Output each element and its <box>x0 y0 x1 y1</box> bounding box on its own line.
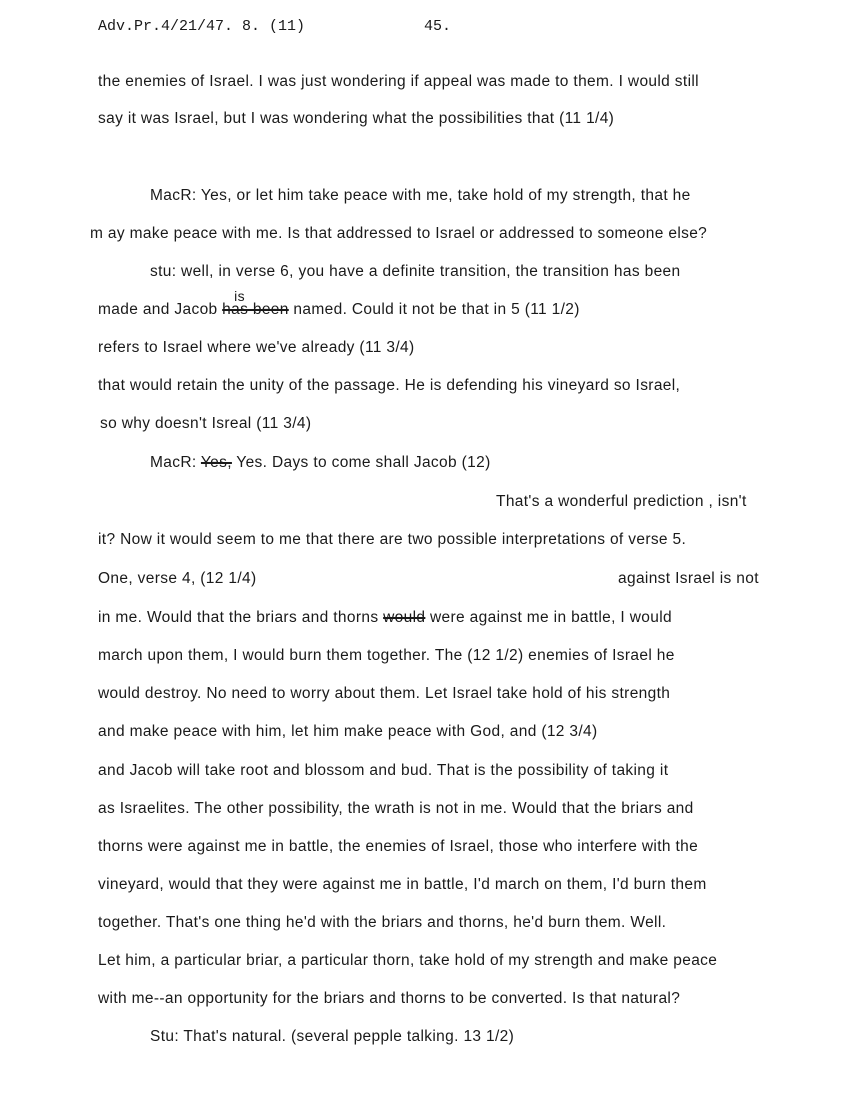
transcript-line <box>98 609 672 627</box>
transcript-line <box>98 647 675 665</box>
text-segment: with me--an opportunity for the briars and thorns to be converted. Is that natural? <box>98 990 681 1007</box>
transcript-line <box>98 339 415 357</box>
transcript-line <box>98 838 698 856</box>
text-segment: thorns were against me in battle, the enemies of Israel, those who interfere with the <box>98 838 699 855</box>
text-segment: that would retain the unity of the passage. He is defending his vineyard so Israel, <box>98 377 681 394</box>
text-segment: refers to Israel where we've already (11 3/4) <box>98 339 415 356</box>
transcript-line-fragment: against Israel is not <box>618 570 759 587</box>
text-segment: as Israelites. The other possibility, the wrath is not in me. Would that the briars and <box>98 800 694 817</box>
text-segment: the enemies of Israel. I was just wondering if appeal was made to them. I would still <box>98 73 699 90</box>
text-segment: m ay make peace with me. Is that addressed to Israel or addressed to someone else? <box>90 225 708 242</box>
transcript-line <box>98 377 680 395</box>
transcript-line <box>98 723 598 741</box>
text-segment: Let him, a particular briar, a particular thorn, take hold of my strength and make peace <box>98 952 718 969</box>
struck-text: Yes, <box>200 454 232 471</box>
struck-text: would <box>383 609 426 626</box>
text-segment: in me. Would that the briars and thorns <box>98 609 384 626</box>
transcript-line <box>98 914 666 932</box>
text-segment: and Jacob will take root and blossom and bud. That is the possibility of taking it <box>98 762 669 779</box>
text-segment: made and Jacob <box>98 301 223 318</box>
transcript-line <box>98 952 717 970</box>
page-number: 45. <box>424 18 452 35</box>
text-segment: MacR: <box>150 454 201 471</box>
transcript-line <box>496 493 747 511</box>
transcript-line <box>98 762 668 780</box>
transcript-line <box>150 454 491 472</box>
transcript-line <box>98 800 694 818</box>
transcript-line <box>98 531 686 549</box>
text-segment: it? Now it would seem to me that there are two possible interpretations of verse 5. <box>98 531 687 548</box>
transcript-line <box>98 73 699 91</box>
text-segment: stu: well, in verse 6, you have a definite transition, the transition has been <box>150 263 681 280</box>
transcript-line <box>98 288 580 319</box>
transcript-line <box>90 225 707 243</box>
text-segment: and make peace with him, let him make peace with God, and (12 3/4) <box>98 723 598 740</box>
text-segment: Yes. Days to come shall Jacob (12) <box>231 454 491 471</box>
text-segment: MacR: Yes, or let him take peace with me, take hold of my strength, that he <box>150 187 691 204</box>
text-segment: would destroy. No need to worry about them. Let Israel take hold of his strength <box>98 685 671 702</box>
inserted-text: is <box>234 288 245 304</box>
handwritten-correction <box>222 288 289 318</box>
text-segment: march upon them, I would burn them together. The (12 1/2) enemies of Israel he <box>98 647 675 664</box>
text-segment: say it was Israel, but I was wondering what the possibilities that (11 1/4) <box>98 110 615 127</box>
transcript-line <box>98 990 680 1008</box>
text-segment: One, verse 4, (12 1/4) <box>98 570 257 587</box>
text-segment: so why doesn't Isreal (11 3/4) <box>100 415 312 432</box>
transcript-line <box>98 876 707 894</box>
transcript-line <box>98 685 670 703</box>
transcript-line <box>98 110 614 128</box>
text-segment: Stu: That's natural. (several pepple talking. 13 1/2) <box>150 1028 515 1045</box>
struck-text: has been <box>222 301 289 318</box>
text-segment: together. That's one thing he'd with the briars and thorns, he'd burn them. Well. <box>98 914 667 931</box>
transcript-line <box>150 187 691 205</box>
text-segment: named. Could it not be that in 5 (11 1/2) <box>288 301 580 318</box>
text-segment: vineyard, would that they were against me in battle, I'd march on them, I'd burn them <box>98 876 707 893</box>
page-reference: Adv.Pr.4/21/47. 8. (11) <box>98 18 306 35</box>
transcript-line <box>98 570 256 588</box>
transcript-line <box>150 1028 514 1046</box>
text-segment: were against me in battle, I would <box>425 609 672 626</box>
transcript-line <box>150 263 680 281</box>
text-segment: That's a wonderful prediction , isn't <box>496 493 747 510</box>
transcript-line <box>100 415 311 433</box>
